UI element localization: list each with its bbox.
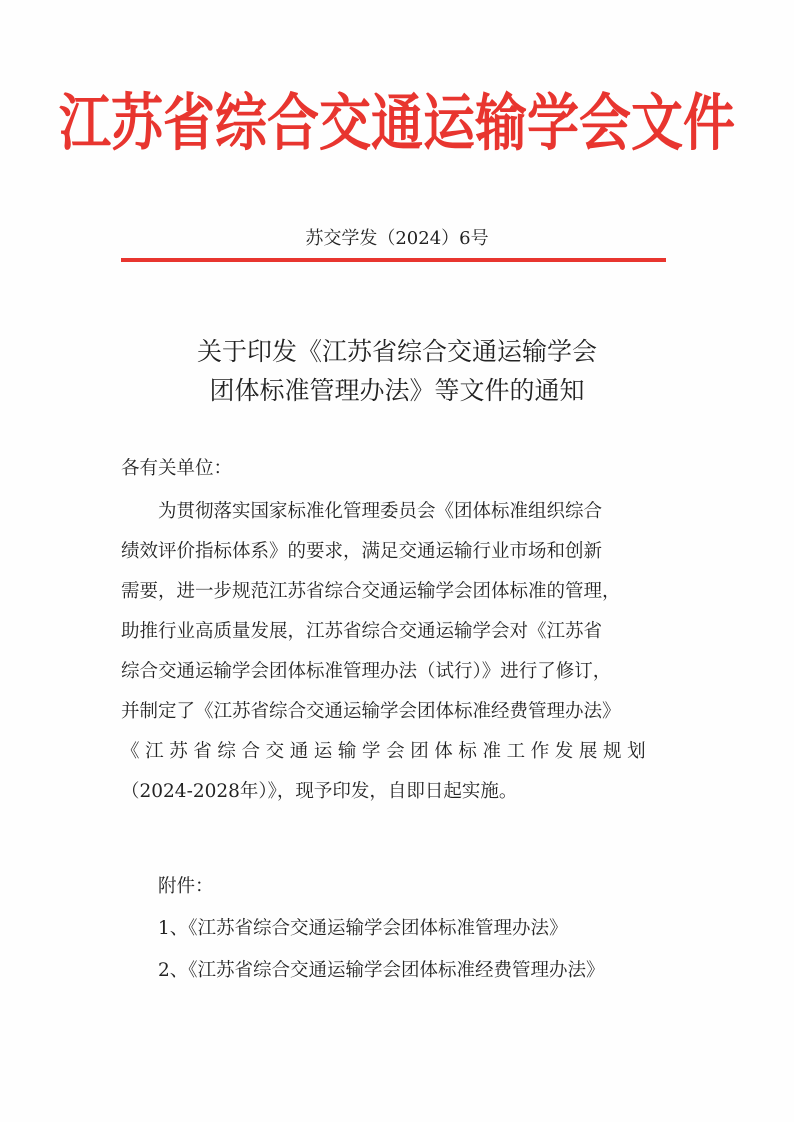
attachment-item: 2、《江苏省综合交通运输学会团体标准经费管理办法》 — [158, 960, 605, 981]
red-divider-line — [121, 258, 666, 262]
body-line: 综合交通运输学会团体标准管理办法（试行）》进行了修订， — [121, 661, 612, 682]
body-line: 并制定了《江苏省综合交通运输学会团体标准经费管理办法》 — [121, 701, 621, 722]
notice-title-line-1: 关于印发《江苏省综合交通运输学会 — [196, 337, 597, 366]
notice-title — [0, 332, 794, 410]
body-line: 助推行业高质量发展，江苏省综合交通运输学会对《江苏省 — [121, 621, 603, 642]
body-line: （2024-2028年）》，现予印发，自即日起实施。 — [121, 781, 518, 802]
body-line: 需要，进一步规范江苏省综合交通运输学会团体标准的管理， — [121, 581, 621, 602]
notice-title-line-2: 团体标准管理办法》等文件的通知 — [209, 376, 585, 405]
body-line: 《江苏省综合交通运输学会团体标准工作发展规划 — [121, 741, 652, 762]
salutation: 各有关单位： — [121, 458, 233, 479]
body-line: 为贯彻落实国家标准化管理委员会《团体标准组织综合 — [158, 501, 603, 522]
attachments-label: 附件： — [158, 876, 214, 897]
body-line: 绩效评价指标体系》的要求，满足交通运输行业市场和创新 — [121, 541, 603, 562]
attachment-item: 1、《江苏省综合交通运输学会团体标准管理办法》 — [158, 918, 568, 939]
masthead-title: 江苏省综合交通运输学会文件 — [58, 87, 735, 160]
document-number: 苏交学发（2024）6号 — [305, 228, 489, 249]
